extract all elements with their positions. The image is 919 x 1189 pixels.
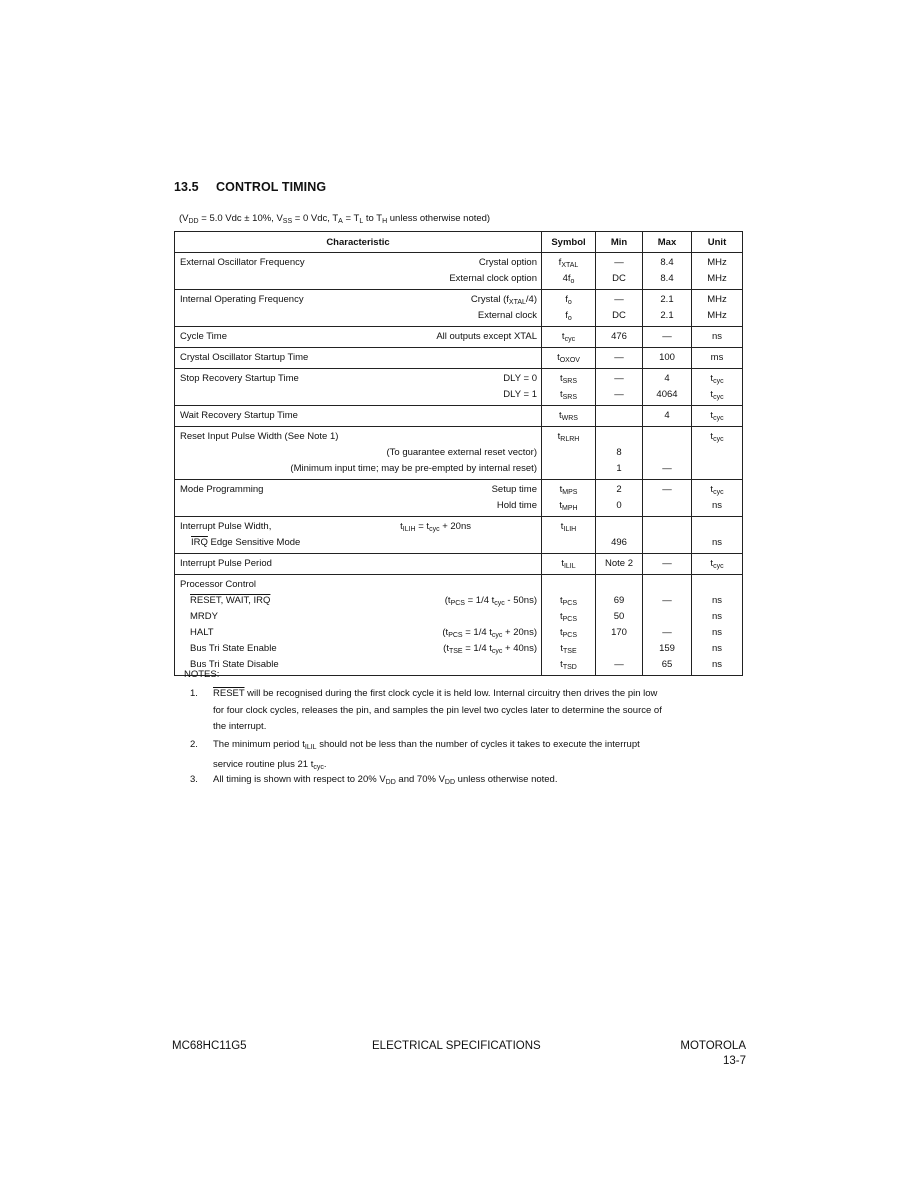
control-timing-table [174,231,743,676]
note-3: 3. All timing is shown with respect to 20% $V_{DD}$ and 70% $V_{DD}$ unless otherwise noted. [190,774,558,786]
table-row: Wait Recovery Startup Time $t_{WRS}$ 4 $t_{cyc}$ [175,406,743,427]
header-min: Min [596,232,643,253]
footer-company: MOTOROLA [680,1040,746,1052]
header-symbol: Symbol [542,232,596,253]
table-row: External Oscillator Frequency Crystal option External clock option $f_{XTAL}$ $4f_o$ — DC 8.4 8.4 MHz MHz [175,253,743,290]
footer-part-number: MC68HC11G5 [172,1040,247,1052]
table-row: Stop Recovery Startup Time DLY = 0 DLY = 1 $t_{SRS}$ $t_{SRS}$ — — 4 4064 $t_{cyc}$ $t_{cyc}$ [175,369,743,406]
note-1: 1. RESET will be recognised during the first clock cycle it is held low. Internal circuitry then drives the pin low for four clock cycles, releases the pin, and samples the pin level two cycles later to determine the source of the interrupt. [190,688,662,732]
footer-section-title: ELECTRICAL SPECIFICATIONS [372,1040,541,1052]
table-row: Processor Control RESET, WAIT, IRQ ($t_{PCS} = 1/4$ $t_{cyc} - 50ns$) MRDY HALT ($t_{PCS} = 1/4$ $t_{cyc} + 20ns$) Bus Tri State Enable ($t_{TSE} = 1/4$ $t_{cyc} + 40ns$) Bus Tri State Disable $t_{PCS}$ $t_{PCS}$ $t_{PCS}$ $t_{TSE}$ $t_{TSD}$ 69 50 170 — — — 159 65 ns ns ns ns ns [175,575,743,676]
test-conditions: ($V_{DD} = 5.0$ Vdc ± 10%, $V_{SS} = 0$ Vdc, $T_A = T_L$ to $T_H$ unless otherwise noted) [179,213,491,225]
table-row: Crystal Oscillator Startup Time $t_{OXOV}$ — 100 ms [175,348,743,369]
section-heading: CONTROL TIMING [216,180,327,194]
section-title [174,180,326,194]
table-row: Reset Input Pulse Width (See Note 1) (To guarantee external reset vector) (Minimum input time; may be pre-empted by internal reset) $t_{RLRH}$ 8 1 — $t_{cyc}$ [175,427,743,480]
table-row: Cycle Time All outputs except XTAL $t_{cyc}$ 476 — ns [175,327,743,348]
notes-heading: NOTES: [184,669,220,680]
section-number: 13.5 [174,180,199,194]
header-unit: Unit [692,232,743,253]
table-row: Interrupt Pulse Period $t_{ILIL}$ Note 2 — $t_{cyc}$ [175,554,743,575]
table-row: Interrupt Pulse Width, $t_{ILIH} = t_{cyc} + 20ns$ $\overline{IRQ}$ Edge Sensitive Mode $t_{ILIH}$ 496 ns [175,517,743,554]
note-2: 2. The minimum period $t_{ILIL}$ should not be less than the number of cycles it takes to execute the interrupt service routine plus 21 $t_{cyc}$. [190,739,640,771]
table-row: Mode Programming Setup time Hold time $t_{MPS}$ $t_{MPH}$ 2 0 — $t_{cyc}$ ns [175,480,743,517]
table-row: Internal Operating Frequency Crystal $(f_{XTAL}/4)$ External clock $f_o$ $f_o$ — DC 2.1 2.1 MHz MHz [175,290,743,327]
table-header-row [175,232,743,253]
header-characteristic: Characteristic [175,232,542,253]
page-number: 13-7 [722,1055,746,1067]
header-max: Max [643,232,692,253]
